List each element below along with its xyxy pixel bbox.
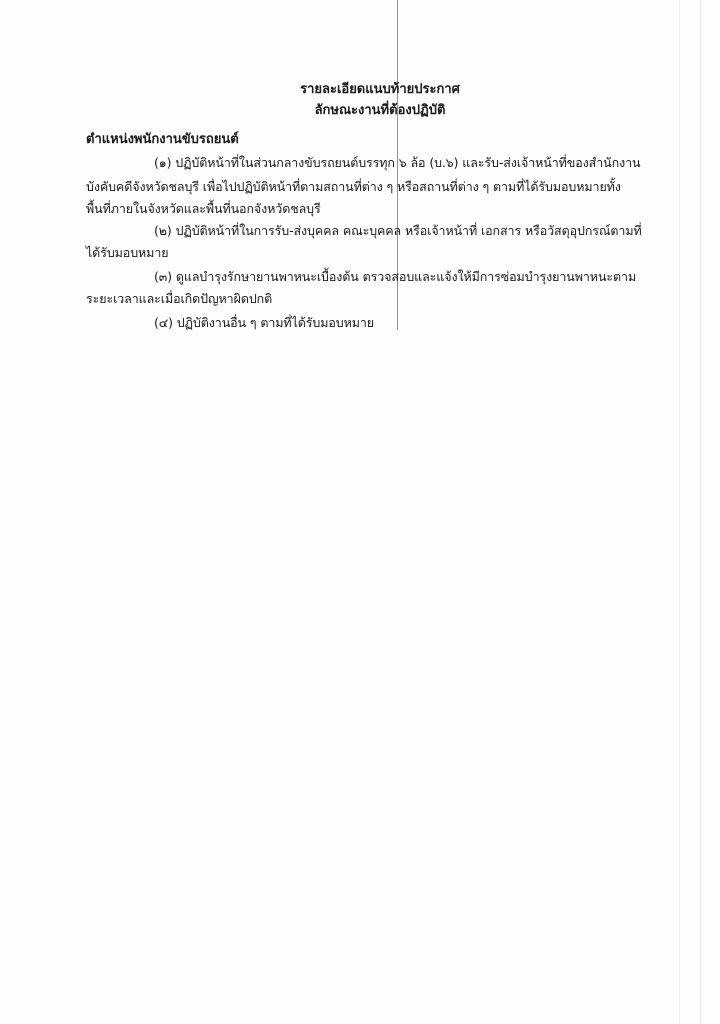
duty-item-4-line-1: (๔) ปฏิบัติงานอื่น ๆ ตามที่ได้รับมอบหมาย <box>154 315 375 330</box>
position-heading: ตำแหน่งพนักงานขับรถยนต์ <box>86 132 239 147</box>
duty-item-2-line-2: ได้รับมอบหมาย <box>86 245 169 260</box>
scan-edge <box>700 0 702 1024</box>
duty-item-1-line-1: (๑) ปฏิบัติหน้าที่ในส่วนกลางขับรถยนต์บรรทุก ๖ ล้อ (บ.๖) และรับ-ส่งเจ้าหน้าที่ของสำนักงาน <box>154 155 641 170</box>
scan-edge-shadow <box>679 0 680 1024</box>
document-title: รายละเอียดแนบท้ายประกาศ <box>300 82 460 97</box>
duty-item-3-line-2: ระยะเวลาและเมื่อเกิดปัญหาผิดปกติ <box>86 291 273 306</box>
duty-item-1-line-3: พื้นที่ภายในจังหวัดและพื้นที่นอกจังหวัดชลบุรี <box>86 201 321 216</box>
duty-item-1-line-2: บังคับคดีจังหวัดชลบุรี เพื่อไปปฏิบัติหน้าที่ตามสถานที่ต่าง ๆ หรือสถานที่ต่าง ๆ ตามที่ได้รับมอบหมายทั้ง <box>86 179 621 194</box>
duty-item-2-line-1: (๒) ปฏิบัติหน้าที่ในการรับ-ส่งบุคคล คณะบุคคล หรือเจ้าหน้าที่ เอกสาร หรือวัสดุอุปกรณ์ตามที่ <box>154 223 642 238</box>
document-subtitle: ลักษณะงานที่ต้องปฏิบัติ <box>314 103 446 118</box>
duty-item-3-line-1: (๓) ดูแลบำรุงรักษายานพาหนะเบื้องต้น ตรวจสอบและแจ้งให้มีการซ่อมบำรุงยานพาหนะตาม <box>154 269 637 284</box>
